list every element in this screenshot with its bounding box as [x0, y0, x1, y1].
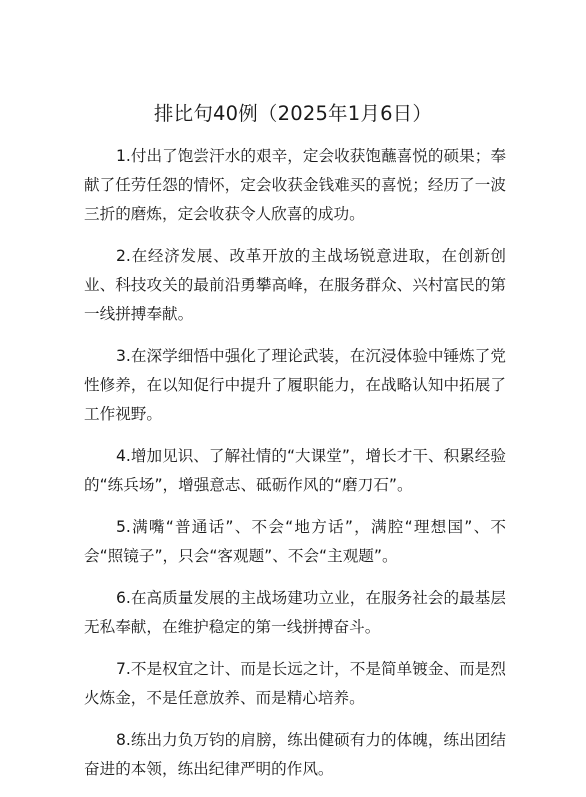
document-title: 排比句40例（2025年1月6日） [153, 102, 433, 125]
list-item: 4.增加见识、了解社情的“大课堂”，增长才干、积累经验的“练兵场”，增强意志、砥砺作风的“磨刀石”。 [84, 447, 506, 494]
list-item: 2.在经济发展、改革开放的主战场锐意进取，在创新创业、科技攻关的最前沿勇攀高峰，在服务群众、兴村富民的第一线拼搏奉献。 [84, 247, 506, 323]
list-item: 7.不是权宜之计、而是长远之计，不是简单镀金、而是烈火炼金，不是任意放养、而是精心培养。 [84, 660, 506, 707]
list-item: 8.练出力负万钧的肩膀，练出健硕有力的体魄，练出团结奋进的本领，练出纪律严明的作风。 [84, 731, 506, 778]
list-item: 6.在高质量发展的主战场建功立业，在服务社会的最基层无私奉献，在维护稳定的第一线拼搏奋斗。 [84, 589, 506, 636]
list-item: 5.满嘴“普通话”、不会“地方话”，满腔“理想国”、不会“照镜子”，只会“客观题”、不会“主观题”。 [84, 518, 506, 565]
list-item: 3.在深学细悟中强化了理论武装，在沉浸体验中锤炼了党性修养，在以知促行中提升了履职能力，在战略认知中拓展了工作视野。 [84, 347, 506, 423]
list-item: 1.付出了饱尝汗水的艰辛，定会收获饱蘸喜悦的硕果；奉献了任劳任怨的情怀，定会收获金钱难买的喜悦；经历了一波三折的磨炼，定会收获令人欣喜的成功。 [84, 147, 506, 223]
sentence-list [84, 142, 506, 797]
